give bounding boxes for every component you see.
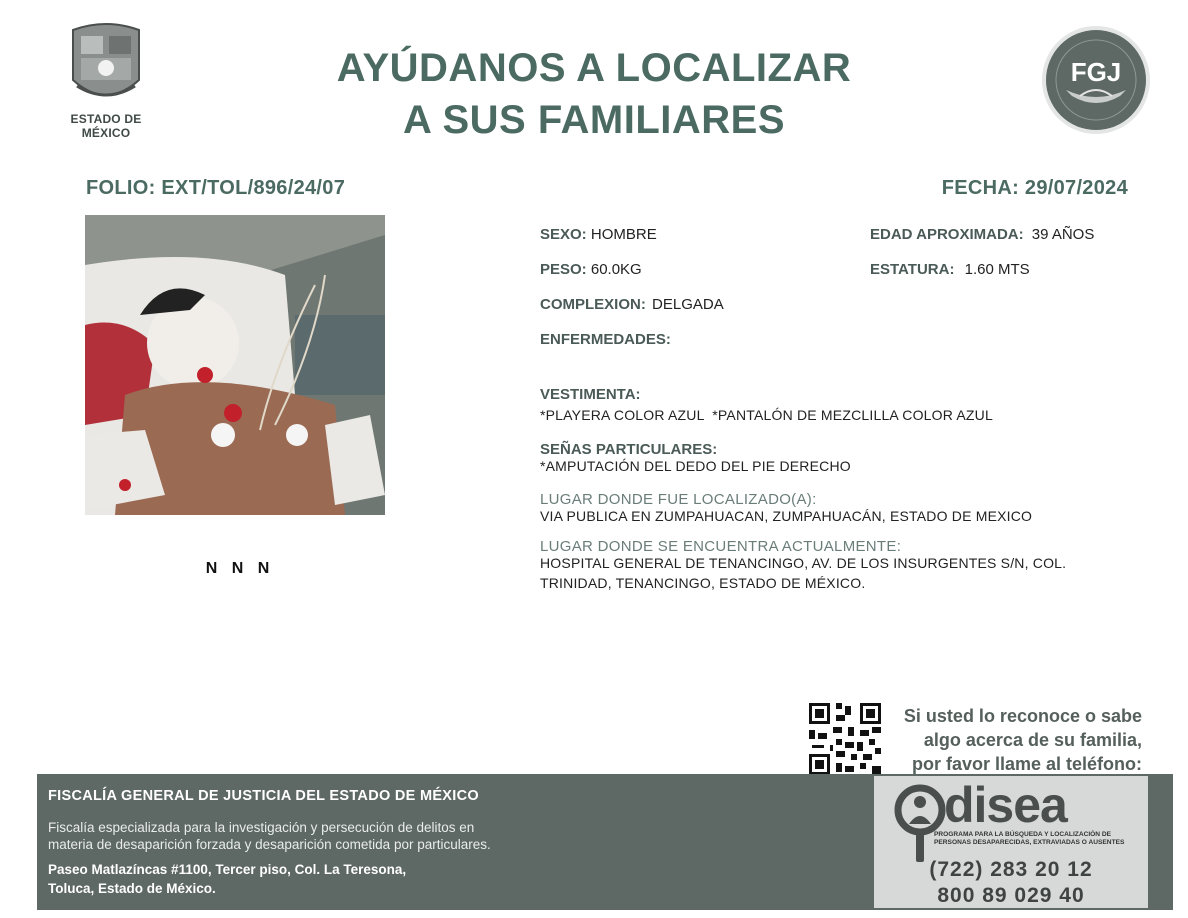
footer-desc-line-1: Fiscalía especializada para la investigación y persecución de delitos en: [48, 820, 475, 835]
lugar-actual-label: LUGAR DONDE SE ENCUENTRA ACTUALMENTE:: [540, 538, 902, 555]
contact-line-2: algo acerca de su familia,: [923, 730, 1142, 750]
title-line-2: A SUS FAMILIARES: [402, 98, 786, 142]
sexo-field: [540, 226, 657, 243]
peso-value: 60.0KG: [590, 261, 642, 278]
person-name: N N N: [205, 560, 275, 577]
magnifier-person-icon: [892, 784, 948, 864]
fgj-logo: [1040, 24, 1152, 136]
qr-code[interactable]: [809, 703, 881, 775]
footer-address: [48, 860, 568, 898]
estatura-label: ESTATURA:: [870, 261, 955, 278]
footer-addr-line-1: Paseo Matlazíncas #1100, Tercer piso, Col. La Teresona,: [48, 862, 407, 877]
contact-message: [884, 704, 1142, 776]
page-title: [240, 42, 948, 146]
peso-label: PESO:: [540, 261, 587, 278]
peso-field: [540, 261, 642, 278]
fgj-text: FGJ: [1070, 57, 1122, 87]
senas-value: *AMPUTACIÓN DEL DEDO DEL PIE DERECHO: [540, 458, 851, 474]
folio: FOLIO: EXT/TOL/896/24/07: [86, 177, 346, 199]
disea-wordmark: disea: [944, 777, 1067, 833]
footer-desc-line-2: materia de desaparición forzada y desaparición cometida por particulares.: [48, 837, 491, 852]
coat-of-arms-icon: [67, 20, 145, 106]
footer-org-name: FISCALÍA GENERAL DE JUSTICIA DEL ESTADO DE MÉXICO: [48, 788, 479, 804]
fecha: FECHA: 29/07/2024: [941, 177, 1128, 199]
edad-field: [870, 226, 1094, 243]
enfermedades-field: [540, 331, 671, 348]
lugar-actual-line-1: HOSPITAL GENERAL DE TENANCINGO, AV. DE LOS INSURGENTES S/N, COL.: [540, 555, 1067, 571]
disea-program-text: PROGRAMA PARA LA BÚSQUEDA Y LOCALIZACIÓN DE PERSONAS DESAPARECIDAS, EXTRAVIADAS O AUSENTES: [934, 831, 1125, 846]
odisea-panel: [874, 776, 1148, 908]
vestimenta-label: VESTIMENTA:: [540, 386, 641, 403]
contact-line-1: Si usted lo reconoce o sabe: [903, 706, 1142, 726]
complexion-value: DELGADA: [652, 296, 724, 313]
lugar-localizado-label: LUGAR DONDE FUE LOCALIZADO(A):: [540, 491, 817, 508]
footer-addr-line-2: Toluca, Estado de México.: [48, 881, 216, 896]
edad-value: 39 AÑOS: [1031, 226, 1095, 243]
estatura-field: [870, 261, 1030, 278]
vestimenta-value: *PLAYERA COLOR AZUL *PANTALÓN DE MEZCLILLA COLOR AZUL: [540, 407, 993, 423]
estatura-value: 1.60 MTS: [964, 261, 1030, 278]
person-photo: [85, 215, 385, 515]
estado-de-mexico-logo: [46, 20, 166, 140]
senas-label: SEÑAS PARTICULARES:: [540, 441, 718, 458]
qr-code-icon: [809, 703, 881, 775]
complexion-label: COMPLEXION:: [540, 296, 646, 313]
contact-line-3: por favor llame al teléfono:: [911, 754, 1142, 774]
lugar-actual-line-2: TRINIDAD, TENANCINGO, ESTADO DE MÉXICO.: [540, 575, 866, 591]
footer-description: [48, 819, 648, 853]
fgj-seal-icon: [1040, 24, 1152, 136]
lugar-localizado-value: VIA PUBLICA EN ZUMPAHUACAN, ZUMPAHUACÁN, ESTADO DE MEXICO: [540, 508, 1033, 524]
sexo-value: HOMBRE: [590, 226, 657, 243]
phone-number-1[interactable]: (722) 283 20 12: [929, 858, 1093, 881]
edad-label: EDAD APROXIMADA:: [870, 226, 1024, 243]
complexion-field: [540, 296, 724, 313]
footer: [37, 774, 1173, 910]
title-line-1: AYÚDANOS A LOCALIZAR: [336, 46, 852, 90]
phone-number-2[interactable]: 800 89 029 40: [937, 884, 1085, 907]
sexo-label: SEXO:: [540, 226, 587, 243]
hospital-photo-image: [85, 215, 385, 515]
enfermedades-label: ENFERMEDADES:: [540, 331, 671, 348]
left-logo-caption: ESTADO DE MÉXICO: [70, 112, 142, 140]
